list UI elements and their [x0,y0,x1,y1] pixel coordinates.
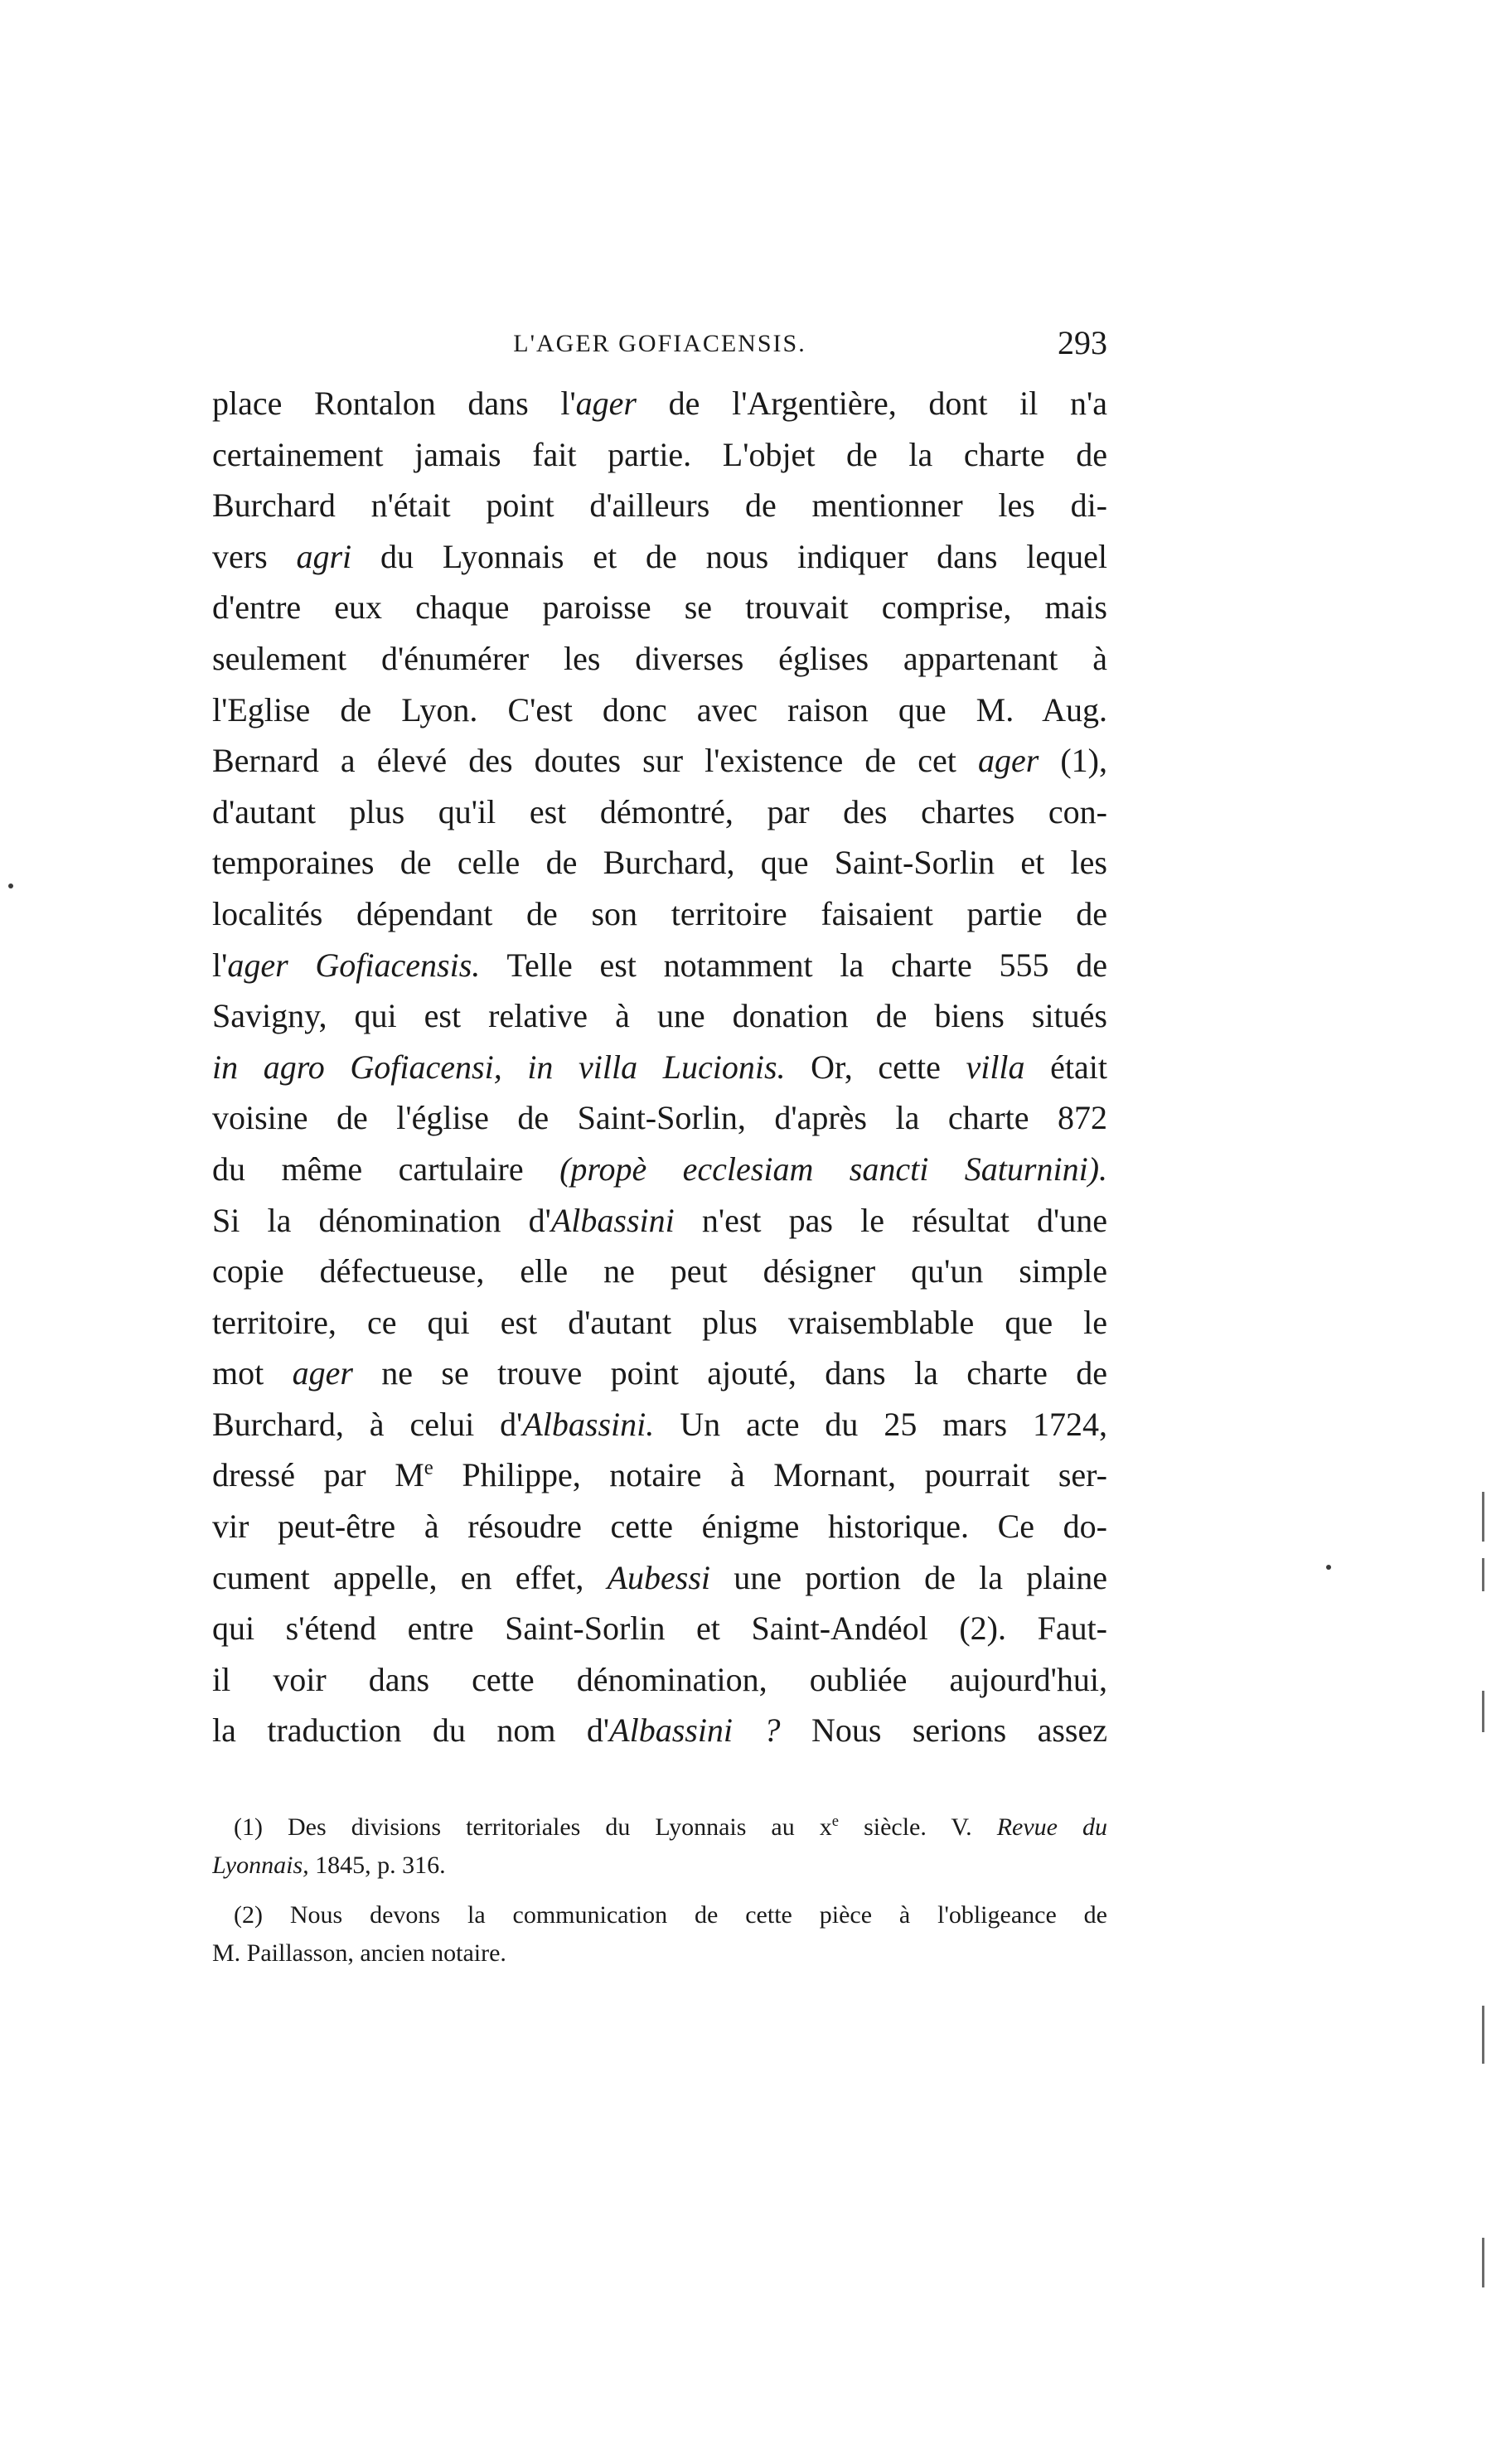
scan-speck [1326,1565,1331,1570]
text-line: certainement jamais fait partie. L'objet de la charte de [212,435,1107,473]
text-line: dressé par Me Philippe, notaire à Mornant, pourrait ser- [212,1456,1107,1494]
text-line: Burchard, à celui d'Albassini. Un acte du 25 mars 1724, [212,1405,1107,1443]
text-line: in agro Gofiacensi, in villa Lucionis. Or, cette villa était [212,1048,1107,1086]
text-line: localités dépendant de son territoire faisaient partie de [212,894,1107,932]
text-line: Savigny, qui est relative à une donation de biens situés [212,997,1107,1035]
text-line: Burchard n'était point d'ailleurs de mentionner les di- [212,487,1107,525]
scan-mark [1482,1558,1484,1591]
text-line: il voir dans cette dénomination, oubliée aujourd'hui, [212,1660,1107,1698]
footnote-2-line: (2) Nous devons la communication de cette pièce à l'obligeance de [234,1901,1107,1929]
text-line: du même cartulaire (propè ecclesiam sancti Saturnini). [212,1150,1107,1188]
text-line: vers agri du Lyonnais et de nous indiquer dans lequel [212,537,1107,575]
footnotes [212,1808,1107,1973]
scan-mark [1482,2238,1484,2287]
text-line: d'autant plus qu'il est démontré, par des chartes con- [212,792,1107,830]
text-line: Si la dénomination d'Albassini n'est pas le résultat d'une [212,1201,1107,1239]
text-line: seulement d'énumérer les diverses églises appartenant à [212,639,1107,677]
footnote-1-line: (1) Des divisions territoriales du Lyonnais au $x^e$ siècle. V. Revue du [234,1813,1107,1841]
text-line: voisine de l'église de Saint-Sorlin, d'après la charte 872 [212,1099,1107,1137]
scan-speck [8,883,13,888]
scan-mark [1482,1691,1484,1732]
footnote-2-line: M. Paillasson, ancien notaire. [212,1939,506,1967]
page-header [212,323,1107,373]
text-line: qui s'étend entre Saint-Sorlin et Saint-Andéol (2). Faut- [212,1610,1107,1648]
running-title: L'AGER GOFIACENSIS. [513,330,806,357]
text-line: la traduction du nom d'Albassini ? Nous serions assez [212,1711,1107,1750]
page-number: 293 [1058,324,1107,361]
text-line: temporaines de celle de Burchard, que Saint-Sorlin et les [212,844,1107,882]
text-line: mot ager ne se trouve point ajouté, dans la charte de [212,1354,1107,1392]
footnote-1-line: Lyonnais, 1845, p. 316. [212,1852,446,1879]
text-line: d'entre eux chaque paroisse se trouvait comprise, mais [212,588,1107,627]
scan-mark [1482,2006,1484,2064]
text-line: l'ager Gofiacensis. Telle est notamment la charte 555 de [212,946,1107,984]
text-line: territoire, ce qui est d'autant plus vraisemblable que le [212,1303,1107,1341]
text-line: copie défectueuse, elle ne peut désigner qu'un simple [212,1252,1107,1290]
text-line: cument appelle, en effet, Aubessi une portion de la plaine [212,1558,1107,1596]
text-line: l'Eglise de Lyon. C'est donc avec raison que M. Aug. [212,690,1107,729]
text-line: vir peut-être à résoudre cette énigme historique. Ce do- [212,1508,1107,1546]
footnote-gap [212,1885,1107,1896]
main-text [212,378,1107,1756]
text-line: Bernard a élevé des doutes sur l'existence de cet ager (1), [212,742,1107,780]
scan-mark [1482,1492,1484,1542]
text-line: place Rontalon dans l'ager de l'Argentière, dont il n'a [212,385,1107,422]
